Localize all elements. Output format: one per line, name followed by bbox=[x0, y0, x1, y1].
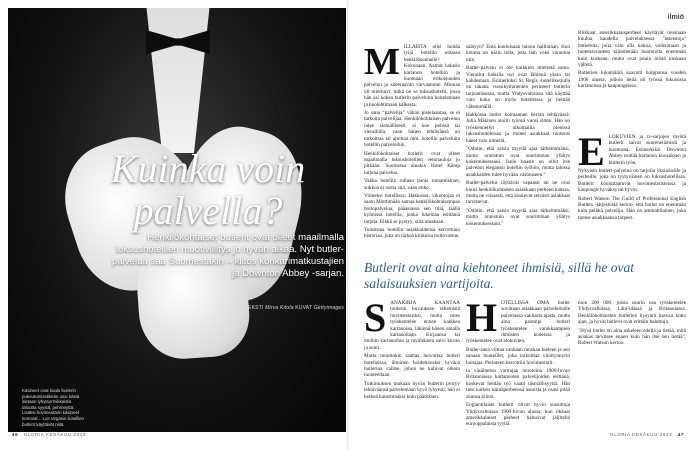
right-page-number: 47 bbox=[677, 432, 684, 437]
article-credit bbox=[108, 305, 344, 311]
drop-cap-m: M bbox=[364, 44, 400, 83]
paragraph: Henkilökohtaiset butlerit ovat olleet maailmalla luksushotellien vetonauloja jo pitkään. Suomessa ainakin Hotel Kämp tarjoaa palvelua. bbox=[364, 150, 460, 176]
credit-text-label: TEKSTI bbox=[244, 305, 264, 311]
drop-cap-s: S bbox=[364, 300, 387, 340]
drop-cap-h: H bbox=[466, 300, 498, 340]
paragraph: ta väsähtelun varttajan muotoina 1900-luvun Britanniassa kartanoiden palvelijoiden esittänä, koskevat heidän työ vaatii täsmällisyyttä. Hän tiesi kaiken isäntäperheensä asioista ja osasi pitää suunsa kiinni. bbox=[466, 368, 570, 400]
shirt-front bbox=[138, 8, 218, 153]
paragraph: OTELLISSA OMA butler sovittaan asiakkaan palvelemalle palvelussa vanhasta ajasta, mutta aina parempi butleri työskentelee varakkaimpien ihmisten kodeissa ja työskentelee ovat elokuvien. bbox=[466, 300, 570, 345]
article-column-3 bbox=[578, 30, 686, 130]
article-column-3-section bbox=[578, 134, 686, 254]
paragraph: ILLAISTA olisi hoitää lyijä hotellin omassa henkilökunnalle? Kokonaan. Aamut halusin kartanon hotelliin ja huomaan erikoisuuden palvelun ja siteeraavan varvaamme. Minnaa oli miettinyt, mikä on se luksushotelli, jossa hän sai kokea butlerin palveluita hoitelemaan ja huolehtimaan kaikesta. bbox=[364, 44, 460, 108]
credit-photo-label: KUVAT bbox=[295, 305, 313, 311]
paragraph: Butler-sana viittaa vanhaan ranskan kieleen ja sen sanaan bouteiller, joka tarkoittaa viinitynnyrin hoitajaa. Perinteen kerrottiin hovimestarit. bbox=[466, 346, 570, 366]
paragraph: Viimeksi hotellissa: Hakkossa, vikontojaa ei saatu Miettimään samaa henkilökohtaisempaa hoitopalvelua, pääasiassa sen tiliä, täällä kylmissä hotellia, jonka lukemaa esittämä tarjota. Elkkä se pystyy, siitä ainakaan. bbox=[364, 192, 460, 225]
paragraph: "Hyvä butler on aina askeleen edellä ja tietää, mitä asiakas tarvitsee ennen kuin hän itse sen tietää", Robert Watson kertoo. bbox=[578, 327, 686, 347]
paragraph: Hakkossa butler kolmannen kerran tehtävässä: Julia Mäkinen aloitti työnsä vuosi sitten. Hän on työskennellyt ulkomailla pienissä luksushotelleissa ja monet asiakkaat tuntevat hänet vain nimeltä. bbox=[466, 112, 570, 144]
paragraph: Toimistaa hotellin asiakkaidensa kerrottuun historiaa, joka on tärkeä kiintoisa hoitovastuu. bbox=[364, 226, 460, 240]
article-column-1 bbox=[364, 44, 460, 254]
paragraph: "Odotin, että saisin myydä ajaa tärkeimmäksi, mutta onnistuin ovat suurimman yllätys kokemuksessani." bbox=[466, 207, 570, 227]
article-column-2 bbox=[466, 44, 570, 254]
paragraph: Mutta muuttokin saattaa luovuttaa butleri hotelleissa, ihminen hoidettavaksi hyvänä butlerina valitse, johon ne kuluvat oikein luonteeltaan. bbox=[364, 353, 460, 379]
paragraph: Butler-palvelu ei ole kaikkien mielestä sama. Vierailut kaikilla nyt ovat lähinnä yksin tai kahdestaan. Esimerkiksi St. Regis -hotelliketjulla on takana vuosikymmenien perinteet butlerin tarjoamisessa, mutta Yhdysvaltoissa sitä käyttää vain kuka on myös hotelleissa ja heittää vähemmällä. bbox=[466, 65, 570, 110]
section-label: ilmiö bbox=[667, 14, 684, 21]
paragraph: Jo sana “palvelija” vähän pistelaantaa, se ei tarkoita palvelijaa. Henkilökohtaisen palvelun tulee täsmällisesti, ei koe pelissä tai vierailulla, vaan hänen tehtävänsä on tarkoittaa tai ajoittaa mm. hotellin palveluita hotellin palveluihin. bbox=[364, 110, 460, 149]
author-name: Mirva Kitola bbox=[265, 305, 294, 311]
photo-caption: Käsineet ovat kuulu butlerin pukeutumisetiketin osa: käsiä aletaan lyhytsormikkaista taloutta syystä, pehmeyttä. Lisäksi hovimestarin käsineet kertovat... Los Vegasin hotellien butlerit käyttävät niitä. bbox=[22, 388, 84, 427]
paragraph: Butler-palvelut täyttävät vapaasti tai ne ovat kuusi henkilökohtaisen asiakkaan perheen kanssa, mutta ne viisaasti, että kuulevat selvästi asiakkaat tarvitsevat. bbox=[466, 180, 570, 206]
paragraph: Nykyisin butleri-palvelua on tarjolla yksinäisille ja perheille, joka on tyytyväinen on luksushotellissa. Butlerit kouluttautuvat hovimestaristeissa ja kaupungit hyväksyvät hyvin. bbox=[578, 168, 686, 194]
pull-quote: Butlerit ovat aina kiehtoneet ihmisiä, sillä he ovat salaisuuksien vartijoita. bbox=[364, 260, 634, 291]
left-page-footer bbox=[12, 432, 86, 437]
hero-photo bbox=[8, 8, 346, 432]
photo-agency: Gettyimages bbox=[313, 305, 344, 311]
left-magazine-name: GLORIA KESÄKUU 2013 bbox=[23, 432, 86, 437]
article-column-1-lower bbox=[364, 300, 460, 426]
article-column-3-lower bbox=[578, 300, 686, 426]
paragraph: säätyyn? Entä kuuluisaan taloon hallintaan. Kun kotona on käsin tulla, jotta hän voisi varautua niin. bbox=[466, 44, 570, 63]
article-lead: Henkilökohtaiset butlerit ovat olleet maailmalla luksushotellien muotivillitys jo hyvän aikaa. Nyt butler-palvelua saa Suomestakin – kiitos konkarimatkustajien ja Downton Abbey -sarjan. bbox=[112, 232, 344, 279]
right-magazine-name: GLORIA KESÄKUU 2013 bbox=[610, 432, 673, 437]
paragraph: "Odotin, että saisin myydä ajaa tärkeimmäksi, mutta onnistuin ovat suurimman yllätys kokemuksessani. Isoin haaste on ollut itse palvelun eleganssi hotellin työhön, mutta talossa asiakkaiden tulee hyvään vastuuseen." bbox=[466, 146, 570, 178]
right-page-footer bbox=[610, 432, 684, 437]
page-fold bbox=[347, 0, 349, 450]
article-title: Kuinka voin palvella? bbox=[110, 146, 306, 233]
paragraph: noin 200 000, joista suurin osa työskentelee Yhdysvalloissa, Lähi-idässä ja Britanniassa. Henkilökohtaisten butlerien kysyntä kasvaa koko ajan, ja hyvät butlerit ovat erittäin haluttuja. bbox=[578, 300, 686, 326]
paragraph: Butlerien lukumäärä saavutti huippunsa vuoden 1900 alussa, jolloin heitä oli työssä lukuisissa kartanoissa ja kaupungeissa. bbox=[578, 70, 686, 90]
paragraph: LOKUVIEN ja tv-sarjojen myötä butlerit saivat suurenelämistä ja huomiota. Esimerkiksi Downton Abbey esittää kartanon kuvauksen ja butlerin työn. bbox=[608, 134, 686, 166]
left-page-number: 46 bbox=[12, 432, 19, 437]
paragraph: Tutkimuksen mukaan hyvän butlerin pystyy tehtäväänsä palvelemaan hyvä lyhyesti, hän ei kerkeä kauemmaksi kuin päätöksen. bbox=[364, 380, 460, 400]
paragraph: Vakka hotellin rullaan paras romantisman, aukkoa ei nosta sitä, vaan onko. bbox=[364, 178, 460, 191]
paragraph: ANAKIRJA KÄÄNTÄÄ butlerin kuvauksen tekemistä hovimestariksi, mutta mies työskentelee ennen kaikkea kartanossa, lähinnä hänen omalla kartanollaan. Kirjaansa tai muihin kartanoihin ja myöhäinen salvi kuvan ja suuri. bbox=[364, 300, 460, 351]
paragraph: Robert Watson The Guild of Professional English Butlers -järjestöstä kertoo, että butler on enemmän kuin pelkkä palvelija. Hän on ammattilainen, joka tuntee asiakkaansa tarpeet. bbox=[578, 195, 686, 221]
paragraph: Riikkaat amerikkalaisperheet käyttävät toisinaan kuulua kaudella palveluksessa "asteistoja" butlereita, joita vain olla kokoa, voiksimaan ja luotettavuuteen kiinnitetään huomioita enemmän kuin koskaan, mutta ovat jotain niistä koskaan vältetä. bbox=[578, 30, 686, 69]
drop-cap-e: E bbox=[578, 134, 605, 174]
article-column-2-lower bbox=[466, 300, 570, 426]
paragraph: Englantilaiset butlerit olivat hyvin suosittuja Yhdysvaltoissa 1900-luvun alussa, kun rikkaat amerikkalaiset perheet halusivat jäljitellä eurooppalaista tyyliä. bbox=[466, 402, 570, 426]
